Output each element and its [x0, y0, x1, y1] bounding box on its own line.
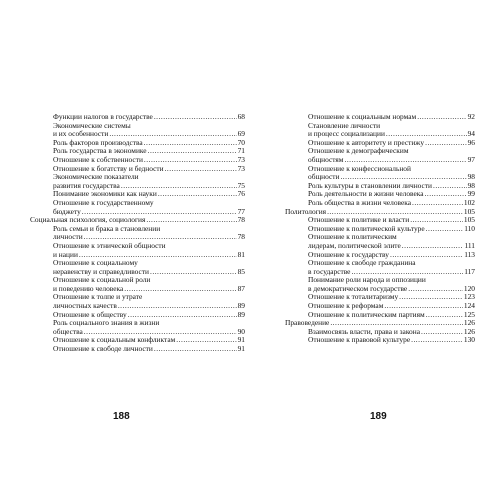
toc-leader-dots [154, 113, 237, 122]
toc-page-number: 126 [463, 326, 475, 336]
toc-entry-title-line: Отношение к собственности [53, 154, 143, 164]
toc-entry-title-line: Роль культуры в становлении личности [308, 180, 433, 190]
toc-leader-dots [426, 225, 464, 234]
toc-page-number: 98 [467, 180, 475, 190]
toc-entry-title-line: неравенству и справедливости [53, 266, 150, 276]
toc-entry [285, 122, 475, 139]
toc-page-number: 99 [467, 189, 475, 199]
toc-page-number: 94 [467, 129, 475, 139]
toc-entry [30, 122, 245, 139]
toc-page-number: 81 [237, 249, 245, 259]
toc-page-number: 77 [237, 206, 245, 216]
toc-leader-dots [176, 336, 236, 345]
toc-leader-dots [425, 139, 467, 148]
toc-entry-title-line: Отношение к социальному [53, 259, 138, 268]
toc-page-number: 111 [464, 240, 475, 250]
toc-page-number: 85 [237, 266, 245, 276]
right-page-number: 189 [370, 411, 387, 422]
toc-page-number: 113 [464, 249, 475, 259]
toc-page-number: 124 [463, 301, 475, 311]
toc-entry [285, 147, 475, 164]
toc-page-number: 98 [467, 172, 475, 182]
toc-entry [30, 190, 245, 199]
toc-page-number: 130 [463, 335, 475, 345]
toc-entry-title-line: Отношение к богатству и бедности [53, 163, 164, 173]
toc-leader-dots [79, 251, 237, 260]
toc-entry [285, 139, 475, 148]
toc-page-number: 91 [237, 344, 245, 354]
toc-entry-title-line: общности [308, 172, 340, 182]
toc-entry-title-line: лидерам, политической элите [308, 240, 401, 250]
toc-entry-title-line: Отношение к конфессиональной [308, 164, 411, 173]
toc-entry-title-line: и процесс социализации [308, 129, 385, 139]
toc-entry-title-line: Отношение к свободе личности [53, 344, 153, 354]
toc-page-number: 102 [463, 197, 475, 207]
toc-entry [30, 165, 245, 174]
toc-entry-title-line: и поведению человека [53, 283, 124, 293]
toc-leader-dots [433, 182, 467, 191]
toc-entry [30, 173, 245, 190]
toc-entry [285, 251, 475, 260]
toc-entry-title-line: Отношение к государственному [53, 198, 154, 207]
toc-page-number: 90 [237, 326, 245, 336]
toc-entry-title-line: общностям [308, 154, 344, 164]
toc-entry-title-line: Политология [285, 206, 327, 216]
toc-leader-dots [146, 216, 236, 225]
toc-entry-title-line: бюджету [53, 206, 81, 216]
toc-entry-title-line: Отношение к демографическим [308, 147, 409, 156]
toc-entry-title-line: развития государства [53, 180, 120, 190]
toc-entry-title-line: Социальная психология, социология [30, 215, 146, 225]
toc-entry-title-line: Отношение к политическим партиям [308, 309, 425, 319]
toc-entry-title-line: Функции налогов в государстве [53, 112, 153, 121]
toc-entry [30, 225, 245, 242]
toc-entry-title-line: Отношение к политическим [308, 233, 397, 242]
toc-entry-title-line: Отношение к политической культуре [308, 223, 425, 233]
toc-page-number: 71 [237, 146, 245, 156]
toc-entry [30, 113, 245, 122]
toc-leader-dots [412, 199, 463, 208]
toc-section-entry [30, 216, 245, 225]
toc-entry [285, 233, 475, 250]
toc-entry [30, 311, 245, 320]
toc-entry-title-line: в государстве [308, 266, 351, 276]
toc-page-number: 75 [237, 180, 245, 190]
toc-entry-title-line: Взаимосвязь власти, права и закона [308, 326, 420, 336]
toc-entry-title-line: Отношение к правовой культуре [308, 335, 411, 345]
toc-leader-dots [148, 147, 237, 156]
toc-entry-title-line: Роль деятельности в жизни человека [308, 189, 424, 199]
toc-entry-title-line: Отношение к авторитету и престижу [308, 137, 425, 147]
toc-entry-title-line: личности [53, 232, 83, 242]
toc-entry [285, 113, 475, 122]
toc-page-number: 68 [237, 112, 245, 121]
toc-entry-title-line: Правоведение [285, 318, 330, 328]
toc-leader-dots [144, 139, 237, 148]
toc-page-number: 78 [237, 215, 245, 225]
toc-entry-title-line: Понимание экономики как науки [53, 189, 157, 199]
toc-entry-title-line: Роль семьи и брака в становлении [53, 224, 161, 233]
toc-leader-dots [150, 268, 237, 277]
toc-leader-dots [84, 233, 237, 242]
toc-leader-dots [390, 251, 463, 260]
toc-entry-title-line: Отношение к государству [308, 249, 389, 259]
toc-page-number: 96 [467, 137, 475, 147]
toc-entry-title-line: и нации [53, 249, 78, 259]
toc-entry-title-line: и их особенности [53, 129, 109, 139]
toc-entry-title-line: Понимание роли народа и оппозиции [308, 276, 426, 285]
toc-entry-title-line: Отношение к свободе гражданина [308, 259, 416, 268]
toc-page-number: 73 [237, 154, 245, 164]
toc-page-number: 105 [463, 215, 475, 225]
toc-entry-title-line: в демократическом государстве [308, 283, 408, 293]
toc-page-number: 76 [237, 189, 245, 199]
toc-entry [30, 345, 245, 354]
toc-page-number: 92 [467, 112, 475, 121]
toc-entry [285, 276, 475, 293]
toc-page-number: 89 [237, 301, 245, 311]
toc-leader-dots [421, 328, 463, 337]
toc-entry-title-line: Отношение к реформам [308, 301, 384, 311]
toc-page-number: 78 [237, 232, 245, 242]
toc-page-number: 125 [463, 309, 475, 319]
toc-entry-title-line: Экономические системы [53, 121, 131, 130]
toc-entry-title-line: Отношение к толпе и утрате [53, 293, 143, 302]
toc-entry [30, 259, 245, 276]
toc-leader-dots [128, 311, 237, 320]
toc-page-number: 126 [463, 318, 475, 328]
toc-entry [285, 165, 475, 182]
toc-entry-title-line: Роль социального знания в жизни [53, 319, 160, 328]
toc-entry [30, 242, 245, 259]
toc-entry-title-line: Отношение к политике и власти [308, 215, 410, 225]
toc-leader-dots [402, 242, 464, 251]
toc-page-number: 120 [463, 283, 475, 293]
toc-entry-title-line: Отношение к социальной роли [53, 276, 151, 285]
toc-page-number: 73 [237, 163, 245, 173]
toc-page-number: 97 [467, 154, 475, 164]
toc-entry [285, 225, 475, 234]
toc-entry [285, 259, 475, 276]
toc-entry-title-line: общества [53, 326, 83, 336]
toc-leader-dots [408, 285, 463, 294]
toc-leader-dots [411, 336, 463, 345]
toc-entry-title-line: Роль государства в экономике [53, 146, 147, 156]
toc-leader-dots [118, 302, 237, 311]
toc-entry-title-line: Становление личности [308, 121, 381, 130]
toc-leader-dots [425, 190, 467, 199]
toc-entry [30, 276, 245, 293]
toc-page-number: 123 [463, 292, 475, 302]
toc-entry-title-line: Экономические показатели [53, 173, 139, 182]
left-page-number: 188 [113, 411, 130, 422]
toc-page-number: 91 [237, 335, 245, 345]
toc-leader-dots [417, 113, 466, 122]
toc-entry-title-line: Отношение к обществу [53, 309, 127, 319]
toc-page-number: 117 [464, 266, 475, 276]
toc-entry [30, 293, 245, 310]
toc-entry-title-line: Отношение к социальным нормам [308, 112, 417, 121]
toc-page-number: 69 [237, 129, 245, 139]
toc-entry-title-line: Роль общества в жизни человека [308, 197, 412, 207]
toc-leader-dots [154, 345, 237, 354]
toc-entry [30, 199, 245, 216]
toc-page-number: 70 [237, 137, 245, 147]
toc-leader-dots [124, 285, 236, 294]
left-page-toc [30, 113, 245, 354]
toc-entry [30, 319, 245, 336]
toc-page-number: 89 [237, 309, 245, 319]
toc-entry-title-line: Отношение к тоталитаризму [308, 292, 399, 302]
toc-entry-title-line: Роль факторов производства [53, 137, 143, 147]
toc-entry-title-line: Отношение к социальным конфликтам [53, 335, 176, 345]
toc-leader-dots [158, 190, 237, 199]
right-page-toc [285, 113, 475, 345]
toc-entry [285, 336, 475, 345]
toc-leader-dots [399, 293, 463, 302]
toc-leader-dots [426, 311, 463, 320]
toc-page-number: 87 [237, 283, 245, 293]
toc-page-number: 110 [464, 223, 475, 233]
toc-leader-dots [351, 268, 463, 277]
toc-leader-dots [344, 156, 466, 165]
toc-entry-title-line: личностных качеств [53, 301, 117, 311]
toc-page-number: 105 [463, 206, 475, 216]
toc-leader-dots [165, 165, 237, 174]
toc-entry-title-line: Отношение к этнической общности [53, 241, 166, 250]
